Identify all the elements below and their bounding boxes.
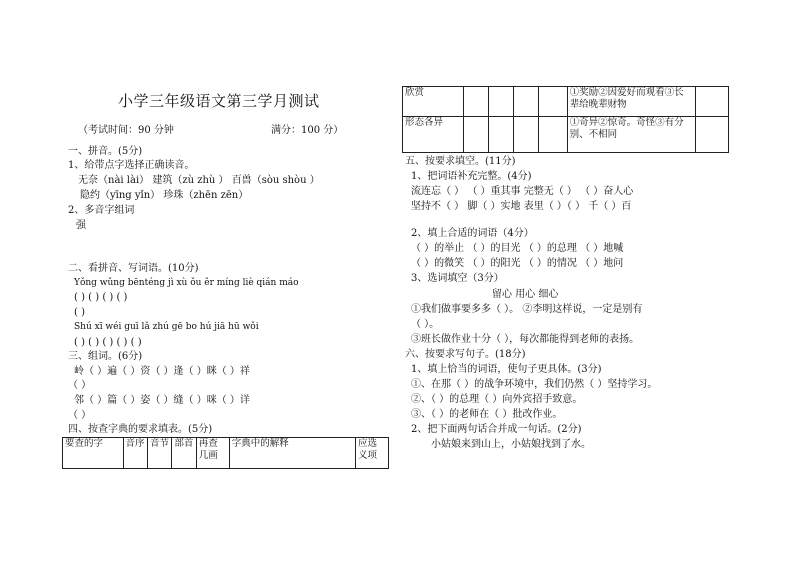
- section-1-q2-char: 强: [76, 220, 86, 231]
- section-1-q1-line1: 无奈（nài lài） 建筑（zù zhù ） 百兽（sòu shòu ）: [78, 175, 320, 186]
- table-header-cell: 再查几画: [196, 438, 229, 469]
- table-cell: [695, 117, 728, 153]
- section-6-heading: 六、按要求写句子。(18分): [405, 349, 526, 360]
- table-cell: [464, 117, 489, 153]
- dictionary-table-continued: [402, 86, 729, 153]
- table-cell: [695, 87, 728, 117]
- table-cell-options: ①奇异②惊奇。奇怪③有分别、不相同: [567, 117, 695, 153]
- table-header-cell: 音序: [123, 438, 147, 469]
- table-cell-word: 形态各异: [403, 117, 464, 153]
- full-score: 满分：100 分）: [271, 125, 344, 136]
- section-5-q1: 1、把词语补充完整。(4分): [411, 171, 532, 182]
- section-3-row2: 邻（ ）篇（ ）姿（ ）缝（ ）咪（ ）详: [74, 395, 250, 406]
- section-3-row1b: （ ）: [68, 380, 92, 391]
- section-2-heading: 二、看拼音、写词语。(10分): [68, 263, 199, 274]
- section-5-q3-line1: ①我们做事要多多（ ）。 ②李明这样说，一定是别有: [411, 304, 643, 315]
- section-5-q3: 3、选词填空（3分）: [411, 273, 504, 284]
- section-1-q1: 1、给带点字选择正确读音。: [68, 160, 195, 171]
- section-6-q2: 2、把下面两句话合并成一句话。(2分): [411, 424, 582, 435]
- section-1-q1-line2: 隐约（yīng yǐn） 珍珠（zhēn zēn）: [80, 190, 249, 201]
- table-header-cell: 音节: [147, 438, 171, 469]
- table-header-cell: 字典中的解释: [229, 438, 355, 469]
- table-cell-options: ①奖励②因爱好而观看③长辈给晚辈财物: [567, 87, 695, 117]
- section-3-row1: 岭（ ）遍（ ）资（ ）逢（ ）眯（ ）祥: [74, 366, 250, 377]
- table-header-cell: 应选义项: [356, 438, 389, 469]
- section-6-q1-line1: ①、在那（ ）的战争环境中，我们仍然（ ）坚持学习。: [411, 379, 658, 390]
- section-5-heading: 五、按要求填空。(11分): [405, 156, 516, 167]
- table-row: [403, 117, 729, 153]
- section-5-q3-choices: 留心 用心 细心: [492, 289, 559, 300]
- section-2-pinyin-row1: Yǒng wǔng bēnténg jì xù ǒu ěr míng liè qián máo: [74, 278, 299, 288]
- section-2-brackets-row1b: ( ): [74, 307, 85, 318]
- section-1-heading: 一、拼音。(5分): [68, 146, 143, 157]
- table-cell-word: 欣赏: [403, 87, 464, 117]
- section-2-pinyin-row2: Shú xī wéi guī lǎ zhú gē bo hú jiā hū wǒi: [74, 322, 259, 332]
- table-header-cell: 部首: [172, 438, 196, 469]
- section-1-q2: 2、多音字组词: [68, 205, 135, 216]
- section-2-brackets-row1: ( ) ( ) ( ) ( ): [74, 292, 128, 303]
- table-header-cell: 要查的字: [63, 438, 124, 469]
- table-cell: [538, 117, 567, 153]
- section-6-q1-line3: ③、（ ）的老师在（ ）批改作业。: [411, 409, 563, 420]
- table-cell: [464, 87, 489, 117]
- table-cell: [489, 117, 514, 153]
- section-6-q1: 1、填上恰当的词语，使句子更具体。(3分): [411, 364, 602, 375]
- dictionary-table: [62, 437, 389, 469]
- section-3-heading: 三、组词。(6分): [68, 351, 143, 362]
- section-2-brackets-row2: ( ) ( ) ( ) ( ) ( ): [74, 337, 142, 348]
- section-5-q2: 2、填上合适的词语（4分）: [411, 228, 534, 239]
- table-cell: [513, 87, 538, 117]
- section-5-q3-line3: ③班长做作业十分（ ），每次都能得到老师的表扬。: [411, 334, 640, 345]
- section-5-q1-line1: 流连忘（ ） （ ）重其事 完整无（ ） （ ）奋人心: [411, 186, 634, 197]
- table-row: [63, 438, 389, 469]
- table-row: [403, 87, 729, 117]
- table-cell: [538, 87, 567, 117]
- exam-time: （考试时间：90 分钟: [78, 125, 174, 136]
- section-6-q2-line1: 小姑娘来到山上，小姑娘找到了水。: [431, 439, 591, 450]
- section-5-q3-line2: （ ）。: [411, 319, 440, 330]
- page-title: 小学三年级语文第三学月测试: [118, 92, 320, 110]
- section-5-q1-line2: 坚持不（ ） 脚（ ）实地 表里（ ）（ ） 千（ ）百: [411, 201, 632, 212]
- section-4-heading: 四、按查字典的要求填表。(5分): [68, 424, 213, 435]
- table-cell: [489, 87, 514, 117]
- section-3-row2b: （ ）: [68, 410, 92, 421]
- section-6-q1-line2: ②、（ ）的总理（ ）向外宾招手致意。: [411, 394, 583, 405]
- table-cell: [513, 117, 538, 153]
- section-5-q2-line2: （ ）的微笑 （ ）的阳光 （ ）的情况 （ ）地问: [411, 258, 624, 269]
- section-5-q2-line1: （ ）的举止 （ ）的目光 （ ）的总理 （ ）地喊: [411, 243, 624, 254]
